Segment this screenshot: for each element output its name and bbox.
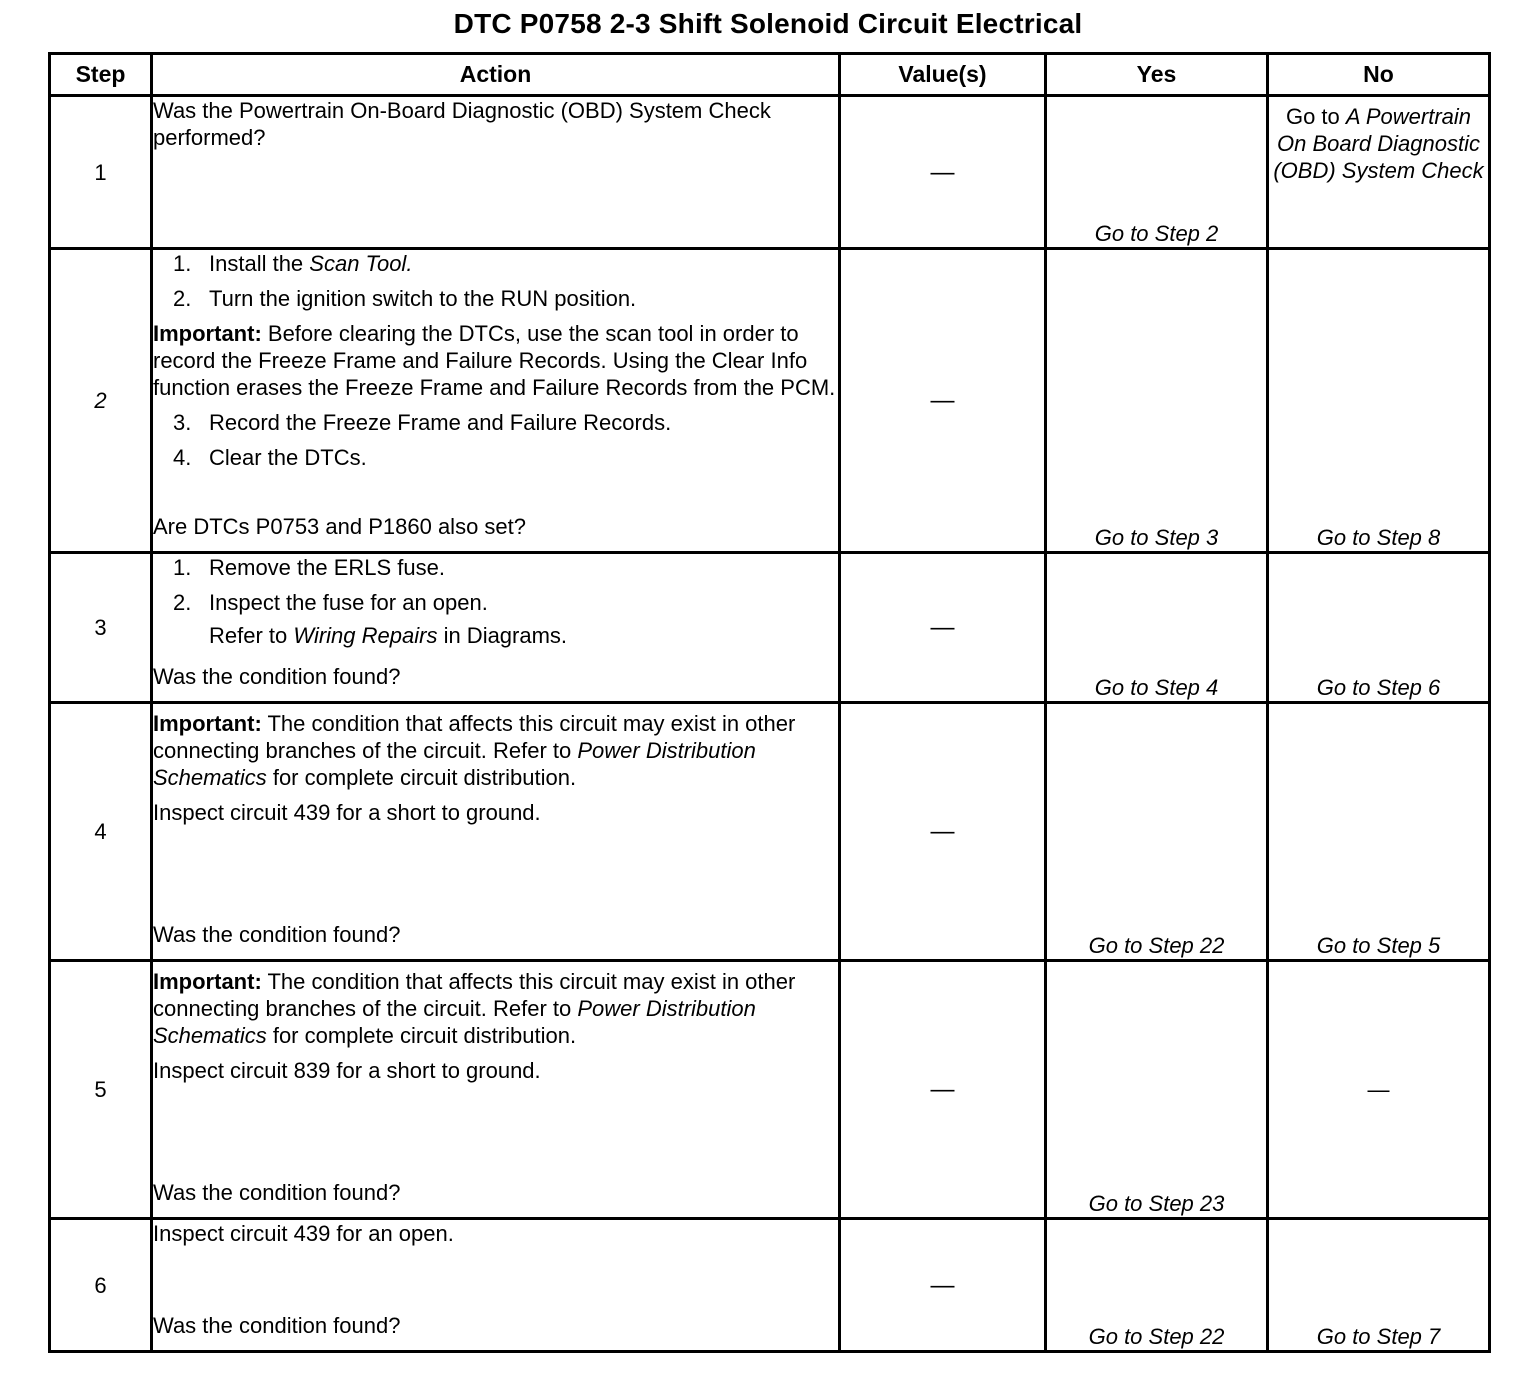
- important-suffix: for complete circuit distribution.: [266, 1023, 577, 1048]
- table-row-step-4: [50, 703, 1490, 961]
- value-cell: —: [840, 703, 1046, 961]
- list-item: [173, 589, 838, 616]
- header-yes: Yes: [1046, 54, 1268, 96]
- important-label: Important:: [153, 969, 262, 994]
- important-note: [153, 968, 838, 1049]
- table-row-step-1: [50, 96, 1490, 249]
- no-italic-ref: A Powertrain On Board Diagnostic (OBD) System Check: [1273, 104, 1484, 183]
- no-link[interactable]: Go to Step 6: [1268, 553, 1490, 703]
- list-item: [173, 444, 838, 471]
- action-cell: [152, 553, 840, 703]
- table-row-step-3: [50, 553, 1490, 703]
- yes-link[interactable]: Go to Step 2: [1046, 96, 1268, 249]
- list-num: 3.: [173, 410, 192, 435]
- yes-link[interactable]: Go to Step 4: [1046, 553, 1268, 703]
- important-text: Before clearing the DTCs, use the scan tool in order to record the Freeze Frame and Failure Records. Using the Clear Info function erases the Freeze Frame and Failure Records from the PCM.: [153, 321, 836, 400]
- list-item: [173, 250, 838, 277]
- value-cell: —: [840, 249, 1046, 553]
- question-text: Was the condition found?: [153, 664, 401, 689]
- procedure-table-frame: [48, 52, 1488, 1354]
- no-value: —: [1268, 961, 1490, 1219]
- question-text: Was the condition found?: [153, 1180, 401, 1205]
- table-row-step-2: [50, 249, 1490, 553]
- list-italic: Scan Tool.: [309, 251, 413, 276]
- list-text: Install the: [209, 251, 310, 276]
- table-header-row: [50, 54, 1490, 96]
- table-row-step-5: [50, 961, 1490, 1219]
- important-note: [153, 320, 838, 401]
- no-link[interactable]: Go to Step 5: [1268, 703, 1490, 961]
- header-no: No: [1268, 54, 1490, 96]
- important-text: The condition that affects this circuit may exist in other connecting branches of the circuit. Refer to: [153, 969, 796, 1021]
- yes-link[interactable]: Go to Step 22: [1046, 1219, 1268, 1352]
- step-number: 6: [50, 1219, 152, 1352]
- question-text: Was the condition found?: [153, 1313, 401, 1338]
- important-text: The condition that affects this circuit may exist in other connecting branches of the circuit. Refer to: [153, 711, 796, 763]
- header-action: Action: [152, 54, 840, 96]
- value-cell: —: [840, 1219, 1046, 1352]
- value-cell: —: [840, 961, 1046, 1219]
- no-link[interactable]: [1268, 96, 1490, 249]
- refer-suffix: in Diagrams.: [437, 623, 568, 648]
- action-cell: [152, 703, 840, 961]
- list-num: 2.: [173, 590, 192, 615]
- step-number: 3: [50, 553, 152, 703]
- question-text: Was the condition found?: [153, 922, 401, 947]
- yes-link[interactable]: Go to Step 23: [1046, 961, 1268, 1219]
- refer-link[interactable]: Wiring Repairs: [293, 623, 438, 648]
- list-num: 1.: [173, 251, 192, 276]
- value-cell: —: [840, 553, 1046, 703]
- list-text: Inspect the fuse for an open.: [209, 590, 488, 615]
- list-num: 4.: [173, 445, 192, 470]
- yes-link[interactable]: Go to Step 22: [1046, 703, 1268, 961]
- list-num: 2.: [173, 286, 192, 311]
- question-text: Are DTCs P0753 and P1860 also set?: [153, 514, 527, 539]
- table-row-step-6: [50, 1219, 1490, 1352]
- no-link[interactable]: Go to Step 7: [1268, 1219, 1490, 1352]
- no-link[interactable]: Go to Step 8: [1268, 249, 1490, 553]
- important-suffix: for complete circuit distribution.: [266, 765, 577, 790]
- step-number: 2: [50, 249, 152, 553]
- inspect-text: Inspect circuit 439 for a short to ground.: [153, 800, 541, 825]
- schematics-link[interactable]: Power Distribution Schematics: [153, 996, 756, 1048]
- header-values: Value(s): [840, 54, 1046, 96]
- action-cell: [152, 961, 840, 1219]
- refer-note: [209, 622, 838, 649]
- step-number: 1: [50, 96, 152, 249]
- yes-link[interactable]: Go to Step 3: [1046, 249, 1268, 553]
- important-note: [153, 710, 838, 791]
- value-cell: —: [840, 96, 1046, 249]
- list-num: 1.: [173, 555, 192, 580]
- list-text: Turn the ignition switch to the RUN position.: [209, 286, 637, 311]
- header-step: Step: [50, 54, 152, 96]
- list-text: Record the Freeze Frame and Failure Records.: [209, 410, 672, 435]
- inspect-text: Inspect circuit 839 for a short to ground.: [153, 1058, 541, 1083]
- list-item: [173, 285, 838, 312]
- list-text: Clear the DTCs.: [209, 445, 367, 470]
- inspect-text: Inspect circuit 439 for an open.: [153, 1221, 454, 1246]
- list-item: [173, 409, 838, 436]
- action-cell: [152, 1219, 840, 1352]
- step-number: 5: [50, 961, 152, 1219]
- important-label: Important:: [153, 711, 262, 736]
- step-number: 4: [50, 703, 152, 961]
- list-text: Remove the ERLS fuse.: [209, 555, 446, 580]
- refer-prefix: Refer to: [209, 623, 294, 648]
- no-prefix: Go to: [1285, 104, 1346, 129]
- procedure-table: [48, 52, 1491, 1353]
- important-label: Important:: [153, 321, 262, 346]
- action-cell: [152, 249, 840, 553]
- action-cell: [152, 96, 840, 249]
- page-title: DTC P0758 2-3 Shift Solenoid Circuit Electrical: [453, 8, 1083, 39]
- action-text: Was the Powertrain On-Board Diagnostic (OBD) System Check performed?: [153, 98, 771, 150]
- list-item: [173, 554, 838, 581]
- schematics-link[interactable]: Power Distribution Schematics: [153, 738, 756, 790]
